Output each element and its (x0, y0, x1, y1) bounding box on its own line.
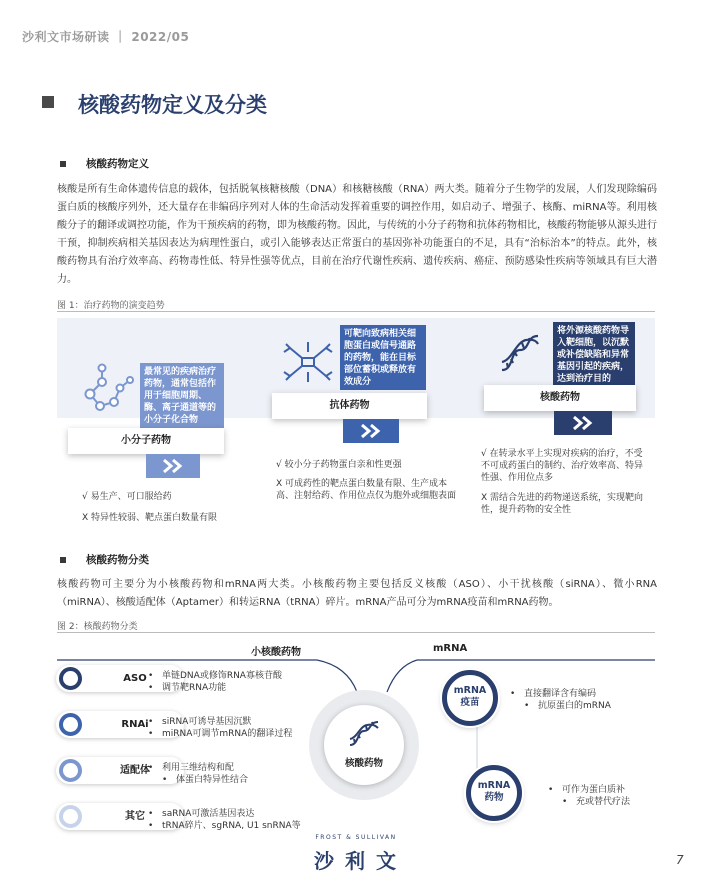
definition-paragraph: 核酸是所有生命体遗传信息的载体，包括脱氧核糖核酸（DNA）和核糖核酸（RNA）两大类。随着分子生物学的发展，人们发现除编码蛋白质的核酸序列外，还大量存在非编码序列对人体的生命活动发挥着重要的调控作用，如启动子、增强子、核酶、miRNA等。利用核酸分子的翻译或调控功能，作为干预疾病的药物，即为核酸药物。因此，与传统的小分子药物和抗体药物相比，核酸药物能够从源头进行干预，抑制疾病相关基因表达为病理性蛋白，或引入能够表达正常蛋白的基因弥补功能蛋白的不足，具有“治标治本”的特点。此外，核酸药物具有治疗效率高、药物毒性低、特异性强等优点，目前在治疗代谢性疾病、遗传疾病、癌症、预防感染性疾病等领域具有巨大潜力。 (57, 184, 657, 285)
nucleic-arrow-tab (554, 411, 612, 435)
figure1-caption: 图 1：治疗药物的演变趋势 (57, 301, 165, 311)
small-molecule-description: 最常见的疾病治疗药物，通常包括作用于细胞周期、酶、离子通道等的小分子化合物 (140, 363, 224, 428)
antibody-card (272, 393, 427, 419)
aptamer-label: 适配体 (120, 765, 150, 776)
figure2-divider (57, 632, 655, 633)
mrna-vaccine-line1: mRNA (453, 685, 487, 696)
rnai-point: • miRNA可调节mRNA的翻译过程 (148, 728, 292, 740)
aso-ring-icon (59, 667, 82, 690)
title-square-marker (42, 96, 54, 108)
other-ring-icon (59, 805, 82, 828)
small-molecule-con: X 特异性较弱、靶点蛋白数量有限 (82, 513, 218, 523)
figure1-divider (57, 311, 655, 312)
other-label: 其它 (125, 811, 145, 822)
antibody-description: 可靶向致病相关细胞蛋白或信号通路的药物，能在目标部位蓄积或释放有效成分 (340, 325, 426, 390)
antibody-arrow-tab (343, 419, 399, 443)
footer-logo-main: 沙 利 文 (314, 849, 398, 873)
center-label: 核酸药物 (344, 758, 383, 769)
nucleic-card (484, 385, 636, 411)
aptamer-point: • 利用三维结构和配 (148, 762, 248, 774)
report-header: 沙利文市场研读 ｜ 2022/05 (22, 30, 190, 44)
mrna-drug-point: • 充或替代疗法 (548, 796, 630, 808)
center-circle (324, 705, 404, 785)
small-molecule-arrow-tab (146, 454, 200, 478)
footer-logo-small: FROST & SULLIVAN (315, 834, 397, 841)
page-number: 7 (676, 853, 684, 867)
section-heading-classification: 核酸药物分类 (86, 554, 149, 566)
rnai-points (148, 716, 292, 740)
aso-points (148, 670, 282, 694)
rnai-point: • siRNA可诱导基因沉默 (148, 716, 292, 728)
aptamer-points (148, 762, 248, 786)
nucleic-description: 将外源核酸药物导入靶细胞，以沉默或补偿缺陷和异常基因引起的疾病，达到治疗目的 (553, 322, 635, 385)
aso-point: • 调节靶RNA功能 (148, 682, 282, 694)
mrna-drug-line2: 药物 (484, 792, 504, 803)
aptamer-ring-icon (59, 759, 82, 782)
mrna-drug-line1: mRNA (477, 780, 511, 791)
small-molecule-label: 小分子药物 (121, 435, 171, 446)
nucleic-pro: √ 在转录水平上实现对疾病的治疗，不受不可成药蛋白的制约、治疗效率高、特异性强、作用位点多 (481, 449, 644, 483)
aso-label: ASO (123, 673, 147, 684)
other-point: • tRNA碎片、sgRNA, U1 snRNA等 (148, 820, 301, 832)
section-marker (60, 161, 66, 167)
mrna-heading: mRNA (433, 643, 468, 654)
antibody-con: X 可成药性的靶点蛋白数量有限、生产成本高、注射给药、作用位点仅为胞外或细胞表面 (276, 479, 457, 501)
dna-helix-icon (496, 330, 544, 378)
section-marker (60, 557, 66, 563)
mrna-vaccine-points (510, 688, 611, 712)
mrna-vaccine-line2: 疫苗 (460, 697, 480, 708)
mrna-drug-point: • 可作为蛋白质补 (548, 784, 630, 796)
aptamer-point: • 体蛋白特异性结合 (148, 774, 248, 786)
page-title: 核酸药物定义及分类 (78, 93, 267, 117)
antibody-pro: √ 较小分子药物蛋白亲和性更强 (276, 460, 402, 470)
mrna-vaccine-point: • 直接翻译含有编码 (510, 688, 611, 700)
mrna-vaccine-bubble (442, 670, 498, 726)
classification-paragraph: 核酸药物可主要分为小核酸药物和mRNA两大类。小核酸药物主要包括反义核酸（ASO）、小干扰核酸（siRNA）、微小RNA（miRNA）、核酸适配体（Aptamer）和转运RNA（tRNA）碎片。mRNA产品可分为mRNA疫苗和mRNA药物。 (57, 579, 657, 608)
section-heading-definition: 核酸药物定义 (86, 158, 149, 170)
antibody-label: 抗体药物 (329, 400, 370, 411)
center-dna-icon (347, 719, 381, 749)
aso-point: • 单链DNA或修饰RNA寡核苷酸 (148, 670, 282, 682)
mrna-vaccine-point: • 抗原蛋白的mRNA (510, 700, 611, 712)
nucleic-label: 核酸药物 (540, 392, 580, 403)
nucleic-con: X 需结合先进的药物递送系统，实现靶向性，提升药物的安全性 (481, 493, 644, 515)
mrna-drug-bubble (466, 765, 522, 821)
other-points (148, 808, 301, 832)
small-molecule-pro: √ 易生产、可口服给药 (82, 492, 172, 502)
small-molecule-card (68, 428, 224, 454)
rnai-label: RNAi (121, 719, 149, 730)
molecule-icon (72, 360, 142, 420)
mrna-drug-points (548, 784, 630, 808)
antibody-icon (280, 338, 336, 386)
other-point: • saRNA可激活基因表达 (148, 808, 301, 820)
rnai-ring-icon (59, 713, 82, 736)
figure2-caption: 图 2：核酸药物分类 (57, 622, 138, 632)
small-nucleic-heading: 小核酸药物 (251, 647, 301, 658)
